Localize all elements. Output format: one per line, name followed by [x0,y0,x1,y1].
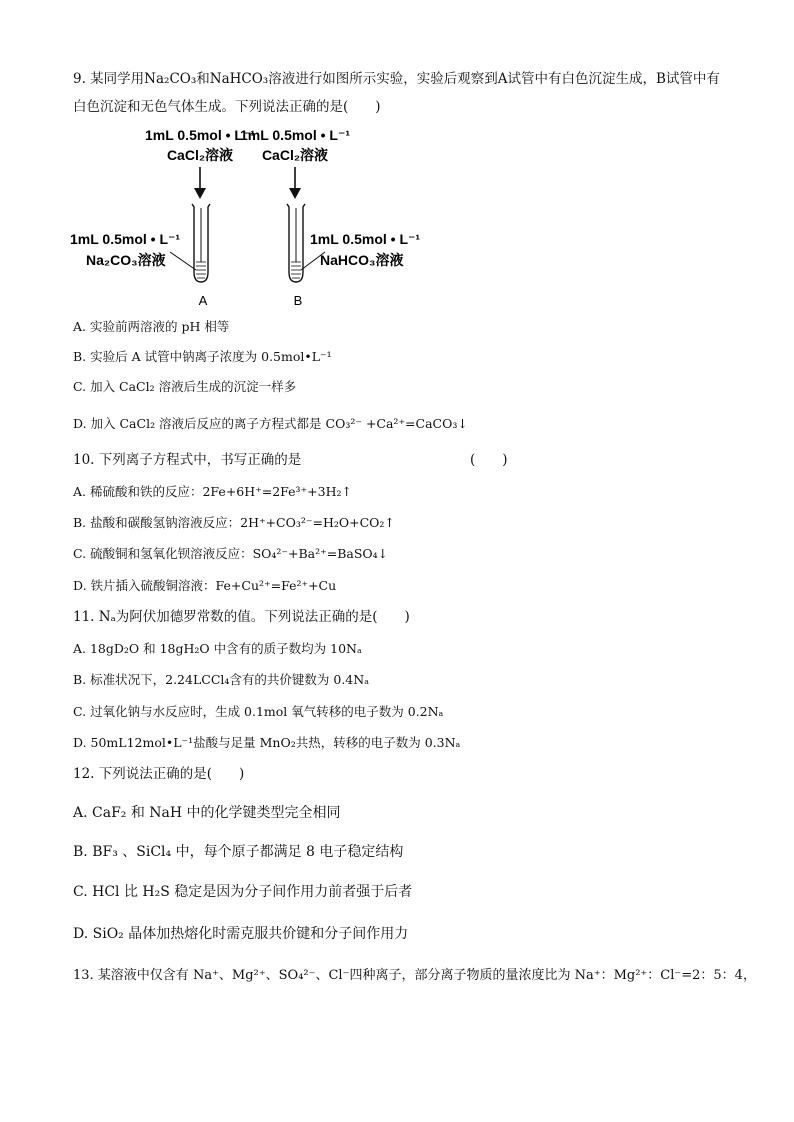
fig-label-b: B [293,293,303,308]
pointer-line-a [170,252,196,270]
q9-option-b: B. 实验后 A 试管中钠离子浓度为 0.5mol•L⁻¹ [73,349,332,364]
q10-stem: 10. 下列离子方程式中，书写正确的是 [73,452,302,468]
q11-option-a: A. 18gD₂O 和 18gH₂O 中含有的质子数均为 10Nₐ [73,641,362,656]
fig-top-a-line-1: 1mL 0.5mol • L⁻¹ [144,127,256,143]
q10-option-b: B. 盐酸和碳酸氢钠溶液反应：2H⁺+CO₃²⁻=H₂O+CO₂↑ [73,515,395,530]
fig-top-b-line-2: CaCl₂溶液 [261,147,329,163]
fig-label-a: A [198,293,208,308]
q9-stem-line-1: 9. 某同学用Na₂CO₃和NaHCO₃溶液进行如图所示实验，实验后观察到A试管中有白色沉淀生成，B试管中有 [73,71,720,87]
fig-top-b-line-1: 1mL 0.5mol • L⁻¹ [239,127,351,143]
arrow-down-icon-a [194,167,206,199]
fig-right-line-2: NaHCO₃溶液 [320,252,404,268]
q11-option-d: D. 50mL12mol•L⁻¹盐酸与足量 MnO₂共热，转移的电子数为 0.3Nₐ [73,735,461,750]
q12-option-d: D. SiO₂ 晶体加热熔化时需克服共价键和分子间作用力 [73,926,409,942]
q12-option-a: A. CaF₂ 和 NaH 中的化学键类型完全相同 [73,805,341,821]
test-tube-a-icon [192,204,210,282]
q9-option-a: A. 实验前两溶液的 pH 相等 [73,319,230,334]
q13-stem: 13. 某溶液中仅含有 Na⁺、Mg²⁺、SO₄²⁻、Cl⁻四种离子，部分离子物质的量浓度比为 Na⁺：Mg²⁺：Cl⁻=2：5：4， [73,968,756,983]
q10-answer-bracket: ( ) [470,452,508,468]
q12-option-b: B. BF₃ 、SiCl₄ 中，每个原子都满足 8 电子稳定结构 [73,844,404,860]
test-tube-b-icon [287,204,305,282]
arrow-down-icon-b [289,167,301,199]
q10-option-a: A. 稀硫酸和铁的反应：2Fe+6H⁺=2Fe³⁺+3H₂↑ [73,484,352,499]
q12-stem: 12. 下列说法正确的是( ) [73,766,245,782]
q9-test-tube-figure [70,122,440,317]
fig-top-a-line-2: CaCl₂溶液 [166,147,234,163]
q9-option-d: D. 加入 CaCl₂ 溶液后反应的离子方程式都是 CO₃²⁻ +Ca²⁺=CaCO₃↓ [73,416,468,431]
q10-option-c: C. 硫酸铜和氢氧化钡溶液反应：SO₄²⁻+Ba²⁺=BaSO₄↓ [73,546,389,561]
q11-option-b: B. 标准状况下，2.24LCCl₄含有的共价键数为 0.4Nₐ [73,672,370,687]
q10-option-d: D. 铁片插入硫酸铜溶液：Fe+Cu²⁺=Fe²⁺+Cu [73,578,337,593]
fig-left-line-1: 1mL 0.5mol • L⁻¹ [70,231,181,247]
q12-option-c: C. HCl 比 H₂S 稳定是因为分子间作用力前者强于后者 [73,884,413,900]
fig-left-line-2: Na₂CO₃溶液 [86,252,166,268]
fig-right-line-1: 1mL 0.5mol • L⁻¹ [310,231,421,247]
q9-stem-line-2: 白色沉淀和无色气体生成。下列说法正确的是( ) [73,99,381,115]
q11-stem: 11. Nₐ为阿伏加德罗常数的值。下列说法正确的是( ) [73,609,410,625]
q11-option-c: C. 过氧化钠与水反应时，生成 0.1mol 氧气转移的电子数为 0.2Nₐ [73,704,444,719]
q9-option-c: C. 加入 CaCl₂ 溶液后生成的沉淀一样多 [73,379,297,394]
